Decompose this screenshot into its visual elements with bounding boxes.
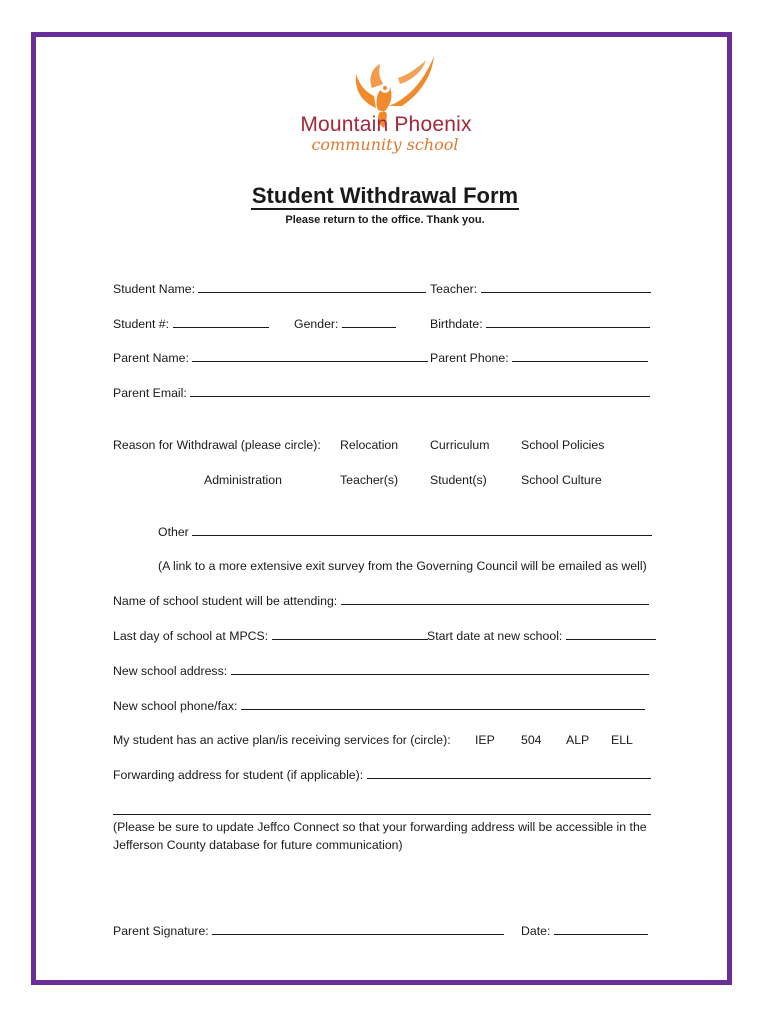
new-school-phone-field[interactable] <box>113 699 645 713</box>
forwarding-address-field[interactable] <box>113 768 651 782</box>
forwarding-address-line-2[interactable] <box>113 814 651 815</box>
form-title: Student Withdrawal Form <box>251 183 519 208</box>
new-school-name-field[interactable] <box>113 594 649 608</box>
last-day-field[interactable] <box>113 629 428 643</box>
school-name: Mountain Phoenix <box>300 113 472 136</box>
new-school-phone-label: New school phone/fax: <box>113 699 238 713</box>
reason-label: Reason for Withdrawal (please circle): <box>113 438 321 452</box>
service-option-504[interactable]: 504 <box>521 733 542 747</box>
parent-email-label: Parent Email: <box>113 386 187 400</box>
birthdate-field[interactable] <box>430 317 650 331</box>
student-name-field[interactable] <box>113 282 426 296</box>
other-reason-label: Other <box>158 525 189 539</box>
student-number-field[interactable] <box>113 317 269 331</box>
new-school-name-label: Name of school student will be attending: <box>113 594 338 608</box>
reason-option-relocation[interactable]: Relocation <box>340 438 399 452</box>
teacher-field[interactable] <box>430 282 651 296</box>
start-date-label: Start date at new school: <box>427 629 563 643</box>
reason-option-school-culture[interactable]: School Culture <box>521 473 602 487</box>
other-reason-field[interactable] <box>158 525 652 539</box>
forwarding-note-line-1: (Please be sure to update Jeffco Connect so that your forwarding address will be accessible in the <box>113 820 647 834</box>
parent-phone-field[interactable] <box>430 351 648 365</box>
last-day-label: Last day of school at MPCS: <box>113 629 269 643</box>
services-label: My student has an active plan/is receiving services for (circle): <box>113 733 451 747</box>
service-option-ell[interactable]: ELL <box>611 733 633 747</box>
reason-option-teachers[interactable]: Teacher(s) <box>340 473 399 487</box>
reason-option-school-policies[interactable]: School Policies <box>521 438 605 452</box>
gender-field[interactable] <box>294 317 396 331</box>
reason-option-students[interactable]: Student(s) <box>430 473 487 487</box>
date-label: Date: <box>521 924 551 938</box>
parent-name-field[interactable] <box>113 351 428 365</box>
parent-signature-field[interactable] <box>113 924 504 938</box>
parent-name-label: Parent Name: <box>113 351 189 365</box>
school-tagline: community school <box>311 135 459 154</box>
gender-label: Gender: <box>294 317 339 331</box>
survey-note: (A link to a more extensive exit survey from the Governing Council will be emailed as well) <box>158 559 647 573</box>
forwarding-address-label: Forwarding address for student (if applicable): <box>113 768 364 782</box>
new-school-address-label: New school address: <box>113 664 228 678</box>
parent-signature-label: Parent Signature: <box>113 924 209 938</box>
reason-option-administration[interactable]: Administration <box>204 473 282 487</box>
student-number-label: Student #: <box>113 317 170 331</box>
service-option-alp[interactable]: ALP <box>566 733 590 747</box>
parent-phone-label: Parent Phone: <box>430 351 509 365</box>
reason-option-curriculum[interactable]: Curriculum <box>430 438 490 452</box>
teacher-label: Teacher: <box>430 282 478 296</box>
student-name-label: Student Name: <box>113 282 196 296</box>
parent-email-field[interactable] <box>113 386 650 400</box>
form-subtitle: Please return to the office. Thank you. <box>285 214 485 226</box>
start-date-field[interactable] <box>427 629 656 643</box>
date-field[interactable] <box>521 924 648 938</box>
service-option-iep[interactable]: IEP <box>475 733 495 747</box>
new-school-address-field[interactable] <box>113 664 649 678</box>
birthdate-label: Birthdate: <box>430 317 483 331</box>
forwarding-note-line-2: Jefferson County database for future communication) <box>113 838 403 852</box>
